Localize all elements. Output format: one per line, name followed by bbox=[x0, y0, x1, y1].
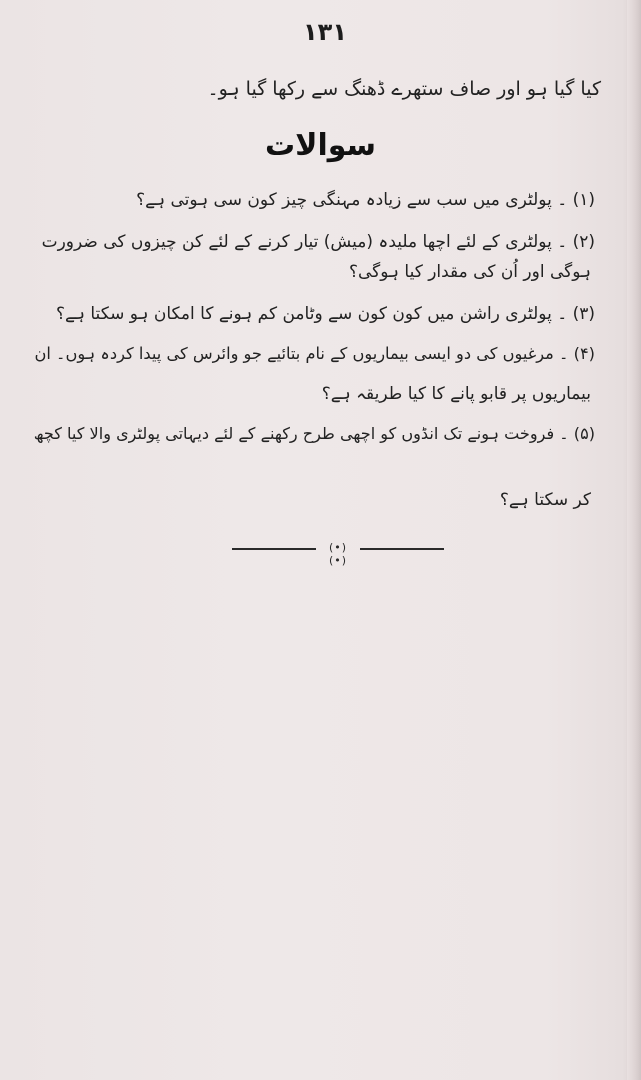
question-2-continuation: ہوگی اور اُن کی مقدار کیا ہوگی؟ bbox=[348, 262, 591, 282]
question-4-continuation: بیماریوں پر قابو پانے کا کیا طریقہ ہے؟ bbox=[321, 384, 591, 404]
divider-ornament: (•)(•) bbox=[328, 541, 348, 567]
question-4-line: (۴) ۔ مرغیوں کی دو ایسی بیماریوں کے نام بتائیے جو وائرس کی پیدا کردہ ہوں۔ ان bbox=[34, 344, 595, 363]
divider-rule-right bbox=[360, 548, 444, 550]
question-3-line: (۳) ۔ پولٹری راشن میں کون کون سے وٹامن کم ہونے کا امکان ہو سکتا ہے؟ bbox=[56, 304, 595, 324]
divider-rule-left bbox=[232, 548, 316, 550]
question-2-line: (۲) ۔ پولٹری کے لئے اچھا ملیدہ (میش) تیار کرنے کے لئے کن چیزوں کی ضرورت bbox=[41, 232, 595, 252]
question-5-line: (۵) ۔ فروخت ہونے تک انڈوں کو اچھی طرح رکھنے کے لئے دیہاتی پولٹری والا کیا کچھ bbox=[33, 424, 595, 443]
page-number: ۱۳۱ bbox=[303, 18, 347, 46]
question-5-continuation: کر سکتا ہے؟ bbox=[499, 490, 591, 510]
continuation-line: کیا گیا ہو اور صاف ستھرے ڈھنگ سے رکھا گیا ہو۔ bbox=[207, 78, 601, 100]
question-1-line: (۱) ۔ پولٹری میں سب سے زیادہ مہنگی چیز کون سی ہوتی ہے؟ bbox=[136, 190, 595, 210]
section-heading: سوالات bbox=[264, 128, 377, 163]
section-divider bbox=[232, 541, 444, 567]
